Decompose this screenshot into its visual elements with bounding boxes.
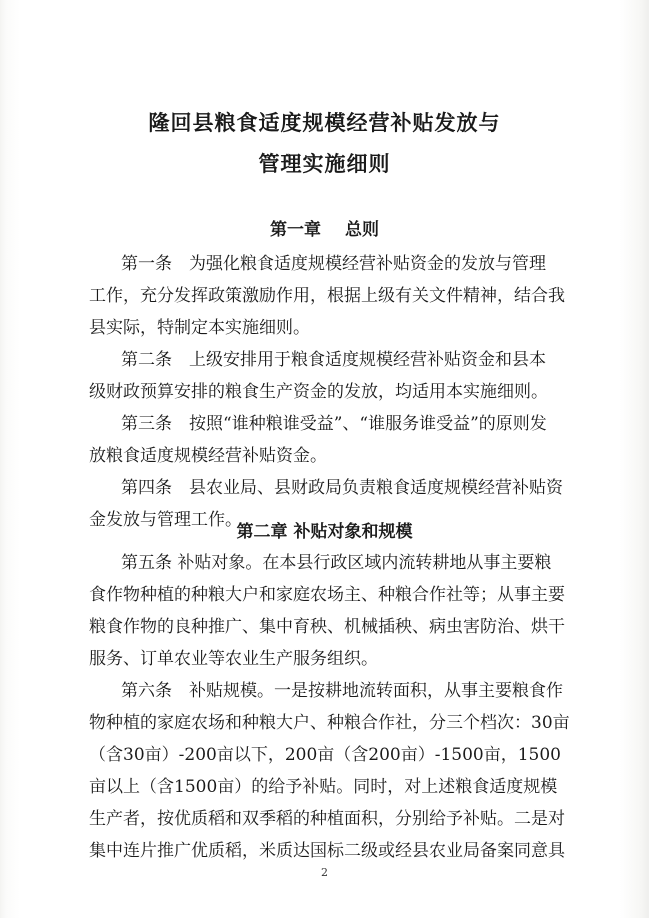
- article-6-line-4: 亩以上（含1500亩）的给予补贴。同时，对上述粮食适度规模: [89, 777, 558, 797]
- article-5-line-3: 粮食作物的良种推广、集中育秧、机械插秧、病虫害防治、烘干: [89, 617, 565, 637]
- chapter-1-heading: [0, 215, 649, 240]
- article-5-line-4: 服务、订单农业等农业生产服务组织。: [89, 649, 378, 669]
- chapter-2-number: 第二章: [236, 522, 288, 542]
- chapter-1-name: 总则: [345, 220, 379, 240]
- article-3-line-2: 放粮食适度规模经营补贴资金。: [89, 446, 327, 466]
- article-6-line-2: 物种植的家庭农场和种粮大户、种粮合作社，分三个档次：30亩: [89, 713, 570, 733]
- document-title-line-2: 管理实施细则: [258, 152, 391, 176]
- article-1-line-2: 工作，充分发挥政策激励作用，根据上级有关文件精神，结合我: [89, 286, 565, 306]
- page-number: 2: [321, 866, 328, 879]
- article-5-line-1: 第五条 补贴对象。在本县行政区域内流转耕地从事主要粮: [121, 553, 552, 573]
- article-1-line-1: 第一条 为强化粮食适度规模经营补贴资金的发放与管理: [121, 254, 546, 274]
- article-3-line-1: 第三条 按照“谁种粮谁受益”、“谁服务谁受益”的原则发: [121, 414, 547, 434]
- chapter-2-name: 补贴对象和规模: [293, 522, 413, 542]
- article-2-line-2: 级财政预算安排的粮食生产资金的发放，均适用本实施细则。: [89, 382, 548, 402]
- article-4-line-1: 第四条 县农业局、县财政局负责粮食适度规模经营补贴资: [121, 478, 563, 498]
- article-6-line-6: 集中连片推广优质稻，米质达国标二级或经县农业局备案同意具: [89, 841, 565, 861]
- article-6-line-3: （含30亩）-200亩以下，200亩（含200亩）-1500亩，1500: [89, 745, 561, 765]
- article-5-line-2: 食作物种植的种粮大户和家庭农场主、种粮合作社等；从事主要: [89, 585, 565, 605]
- chapter-1-number: 第一章: [270, 220, 321, 240]
- article-4-line-2: 金发放与管理工作。: [89, 510, 242, 530]
- article-2-line-1: 第二条 上级安排用于粮食适度规模经营补贴资金和县本: [121, 350, 546, 370]
- article-6-line-1: 第六条 补贴规模。一是按耕地流转面积，从事主要粮食作: [121, 681, 563, 701]
- article-6-line-5: 生产者，按优质稻和双季稻的种植面积，分别给予补贴。二是对: [89, 809, 565, 829]
- document-title-line-1: 隆回县粮食适度规模经营补贴发放与: [148, 111, 501, 135]
- article-1-line-3: 县实际，特制定本实施细则。: [89, 318, 310, 338]
- chapter-2-heading: [0, 517, 649, 542]
